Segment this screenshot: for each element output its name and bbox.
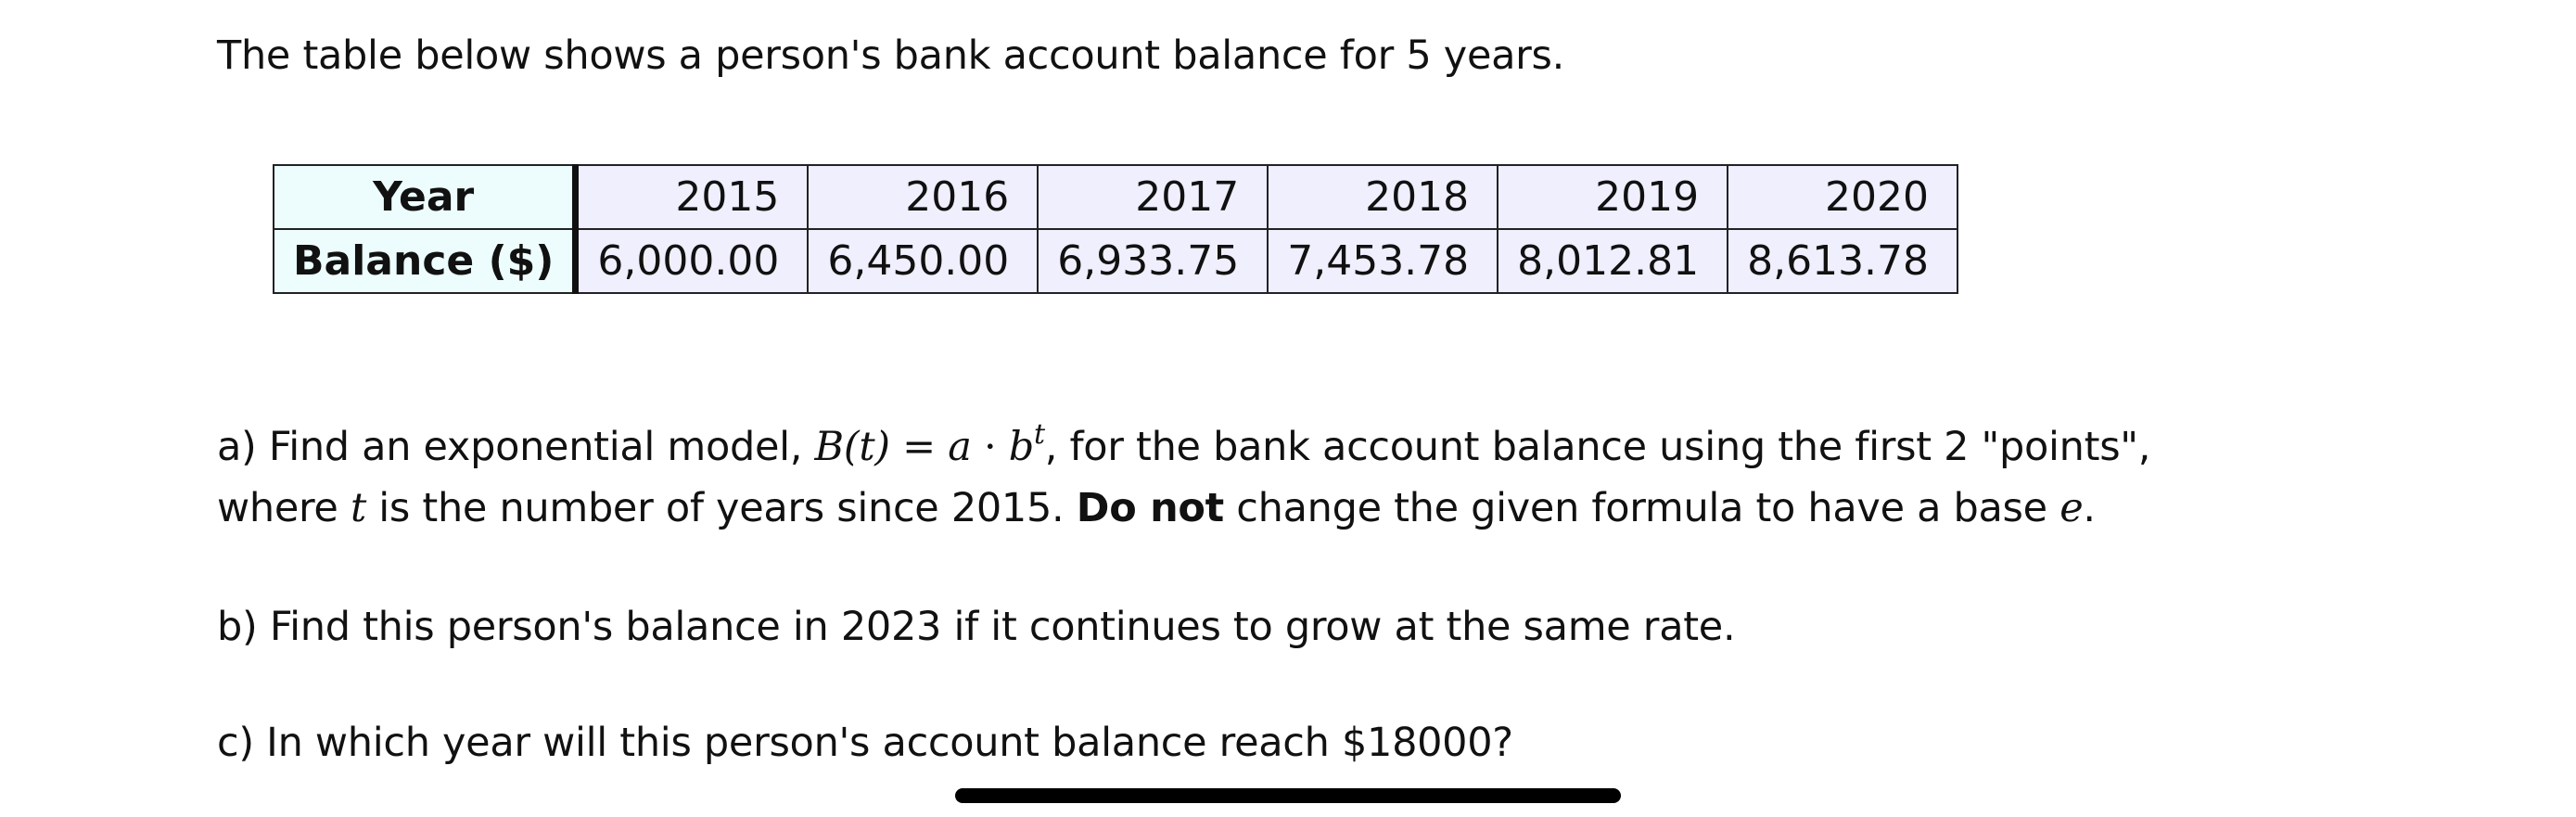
question-a-line2-end: .	[2083, 485, 2096, 531]
balance-table	[273, 164, 1958, 294]
question-a-line-1	[217, 418, 2151, 473]
model-lhs: B(t)	[814, 424, 890, 470]
model-formula	[814, 418, 1045, 470]
model-equals: =	[889, 424, 949, 470]
model-base: b	[1008, 424, 1034, 470]
year-cell: 2015	[576, 165, 808, 229]
year-cell: 2019	[1498, 165, 1728, 229]
balance-cell: 8,613.78	[1728, 229, 1958, 293]
balance-header: Balance ($)	[274, 229, 576, 293]
question-a-pre: a) Find an exponential model,	[217, 424, 815, 470]
balance-cell: 7,453.78	[1268, 229, 1498, 293]
question-c: c) In which year will this person's account balance reach $18000?	[217, 720, 1513, 766]
question-b: b) Find this person's balance in 2023 if it continues to grow at the same rate.	[217, 604, 1736, 650]
year-header: Year	[274, 165, 576, 229]
do-not-emphasis: Do not	[1076, 485, 1224, 531]
year-cell: 2018	[1268, 165, 1498, 229]
question-a-line2-mid: is the number of years since 2015.	[365, 485, 1077, 531]
balance-cell: 8,012.81	[1498, 229, 1728, 293]
balance-cell: 6,000.00	[576, 229, 808, 293]
e-variable: e	[2060, 485, 2084, 531]
question-a-line2-pre: where	[217, 485, 351, 531]
model-a: a	[948, 424, 972, 470]
intro-text: The table below shows a person's bank account balance for 5 years.	[217, 32, 1564, 79]
home-indicator-bar[interactable]	[955, 788, 1621, 803]
table-row-year	[274, 165, 1958, 229]
balance-cell: 6,933.75	[1038, 229, 1268, 293]
year-cell: 2017	[1038, 165, 1268, 229]
question-a-line-2	[217, 482, 2096, 534]
year-cell: 2020	[1728, 165, 1958, 229]
year-cell: 2016	[808, 165, 1038, 229]
question-a-line2-post: change the given formula to have a base	[1223, 485, 2060, 531]
model-exponent: t	[1033, 418, 1045, 451]
question-a-post: , for the bank account balance using the first 2 "points",	[1044, 424, 2151, 470]
model-dot: ·	[971, 424, 1009, 470]
balance-cell: 6,450.00	[808, 229, 1038, 293]
t-variable: t	[350, 485, 366, 531]
table-row-balance	[274, 229, 1958, 293]
